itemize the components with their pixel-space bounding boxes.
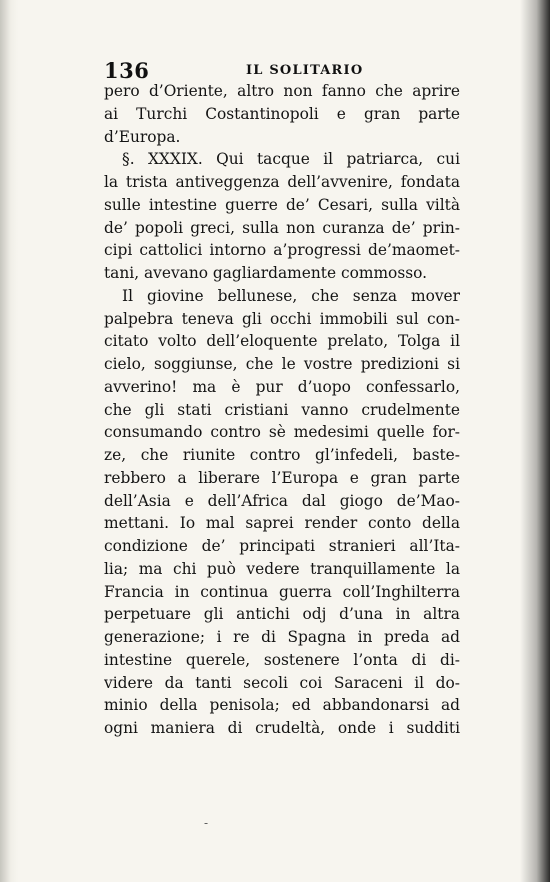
- page-number: 136: [104, 58, 150, 83]
- text-line: Francia in continua guerra coll’Inghilterra: [104, 582, 460, 601]
- text-line: perpetuare gli antichi odj d’una in altra: [104, 605, 460, 624]
- text-line: tani, avevano gagliardamente commosso.: [104, 264, 428, 282]
- body-text: [104, 80, 460, 740]
- text-line: condizione de’ principati stranieri all’Ita-: [104, 537, 460, 555]
- text-line: la trista antiveggenza dell’avvenire, fondata: [104, 173, 460, 191]
- spine-shadow: [520, 0, 550, 882]
- text-line: generazione; i re di Spagna in preda ad: [104, 628, 460, 646]
- text-line: de’ popoli greci, sulla non curanza de’ prin-: [104, 218, 460, 237]
- text-line: palpebra teneva gli occhi immobili sul con-: [104, 309, 460, 328]
- text-line: che gli stati cristiani vanno crudelmente: [104, 400, 460, 419]
- text-line: lia; ma chi può vedere tranquillamente la: [104, 559, 460, 578]
- text-line: citato volto dell’eloquente prelato, Tolga il: [104, 332, 460, 351]
- text-line: avverino! ma è pur d’uopo confessarlo,: [104, 377, 460, 396]
- text-line: pero d’Oriente, altro non fanno che aprire: [104, 82, 460, 100]
- text-line: dell’Asia e dell’Africa dal giogo de’Mao-: [104, 491, 460, 510]
- text-line: d’Europa.: [104, 127, 181, 146]
- text-line: §. XXXIX. Qui tacque il patriarca, cui: [122, 150, 460, 169]
- text-line: mettani. Io mal saprei render conto della: [104, 514, 460, 533]
- text-line: rebbero a liberare l’Europa e gran parte: [104, 468, 460, 487]
- text-line: consumando contro sè medesimi quelle for-: [104, 423, 460, 442]
- footer-mark: -: [204, 816, 209, 830]
- text-line: cipi cattolici intorno a’progressi de’maomet-: [104, 241, 460, 260]
- text-line: minio della penisola; ed abbandonarsi ad: [104, 696, 460, 715]
- text-line: videre da tanti secoli coi Saraceni il do-: [104, 673, 460, 692]
- running-title: IL SOLITARIO: [246, 63, 364, 78]
- text-line: ze, che riunite contro gl’infedeli, baste-: [104, 446, 460, 464]
- text-line: ogni maniera di crudeltà, onde i sudditi: [104, 719, 460, 737]
- text-line: ai Turchi Costantinopoli e gran parte: [104, 104, 460, 123]
- page-left-edge: [0, 0, 18, 882]
- text-line: intestine querele, sostenere l’onta di di-: [104, 650, 460, 669]
- text-line: Il giovine bellunese, che senza mover: [122, 286, 460, 305]
- text-line: cielo, soggiunse, che le vostre predizioni si: [104, 355, 460, 373]
- text-line: sulle intestine guerre de’ Cesari, sulla viltà: [104, 195, 460, 214]
